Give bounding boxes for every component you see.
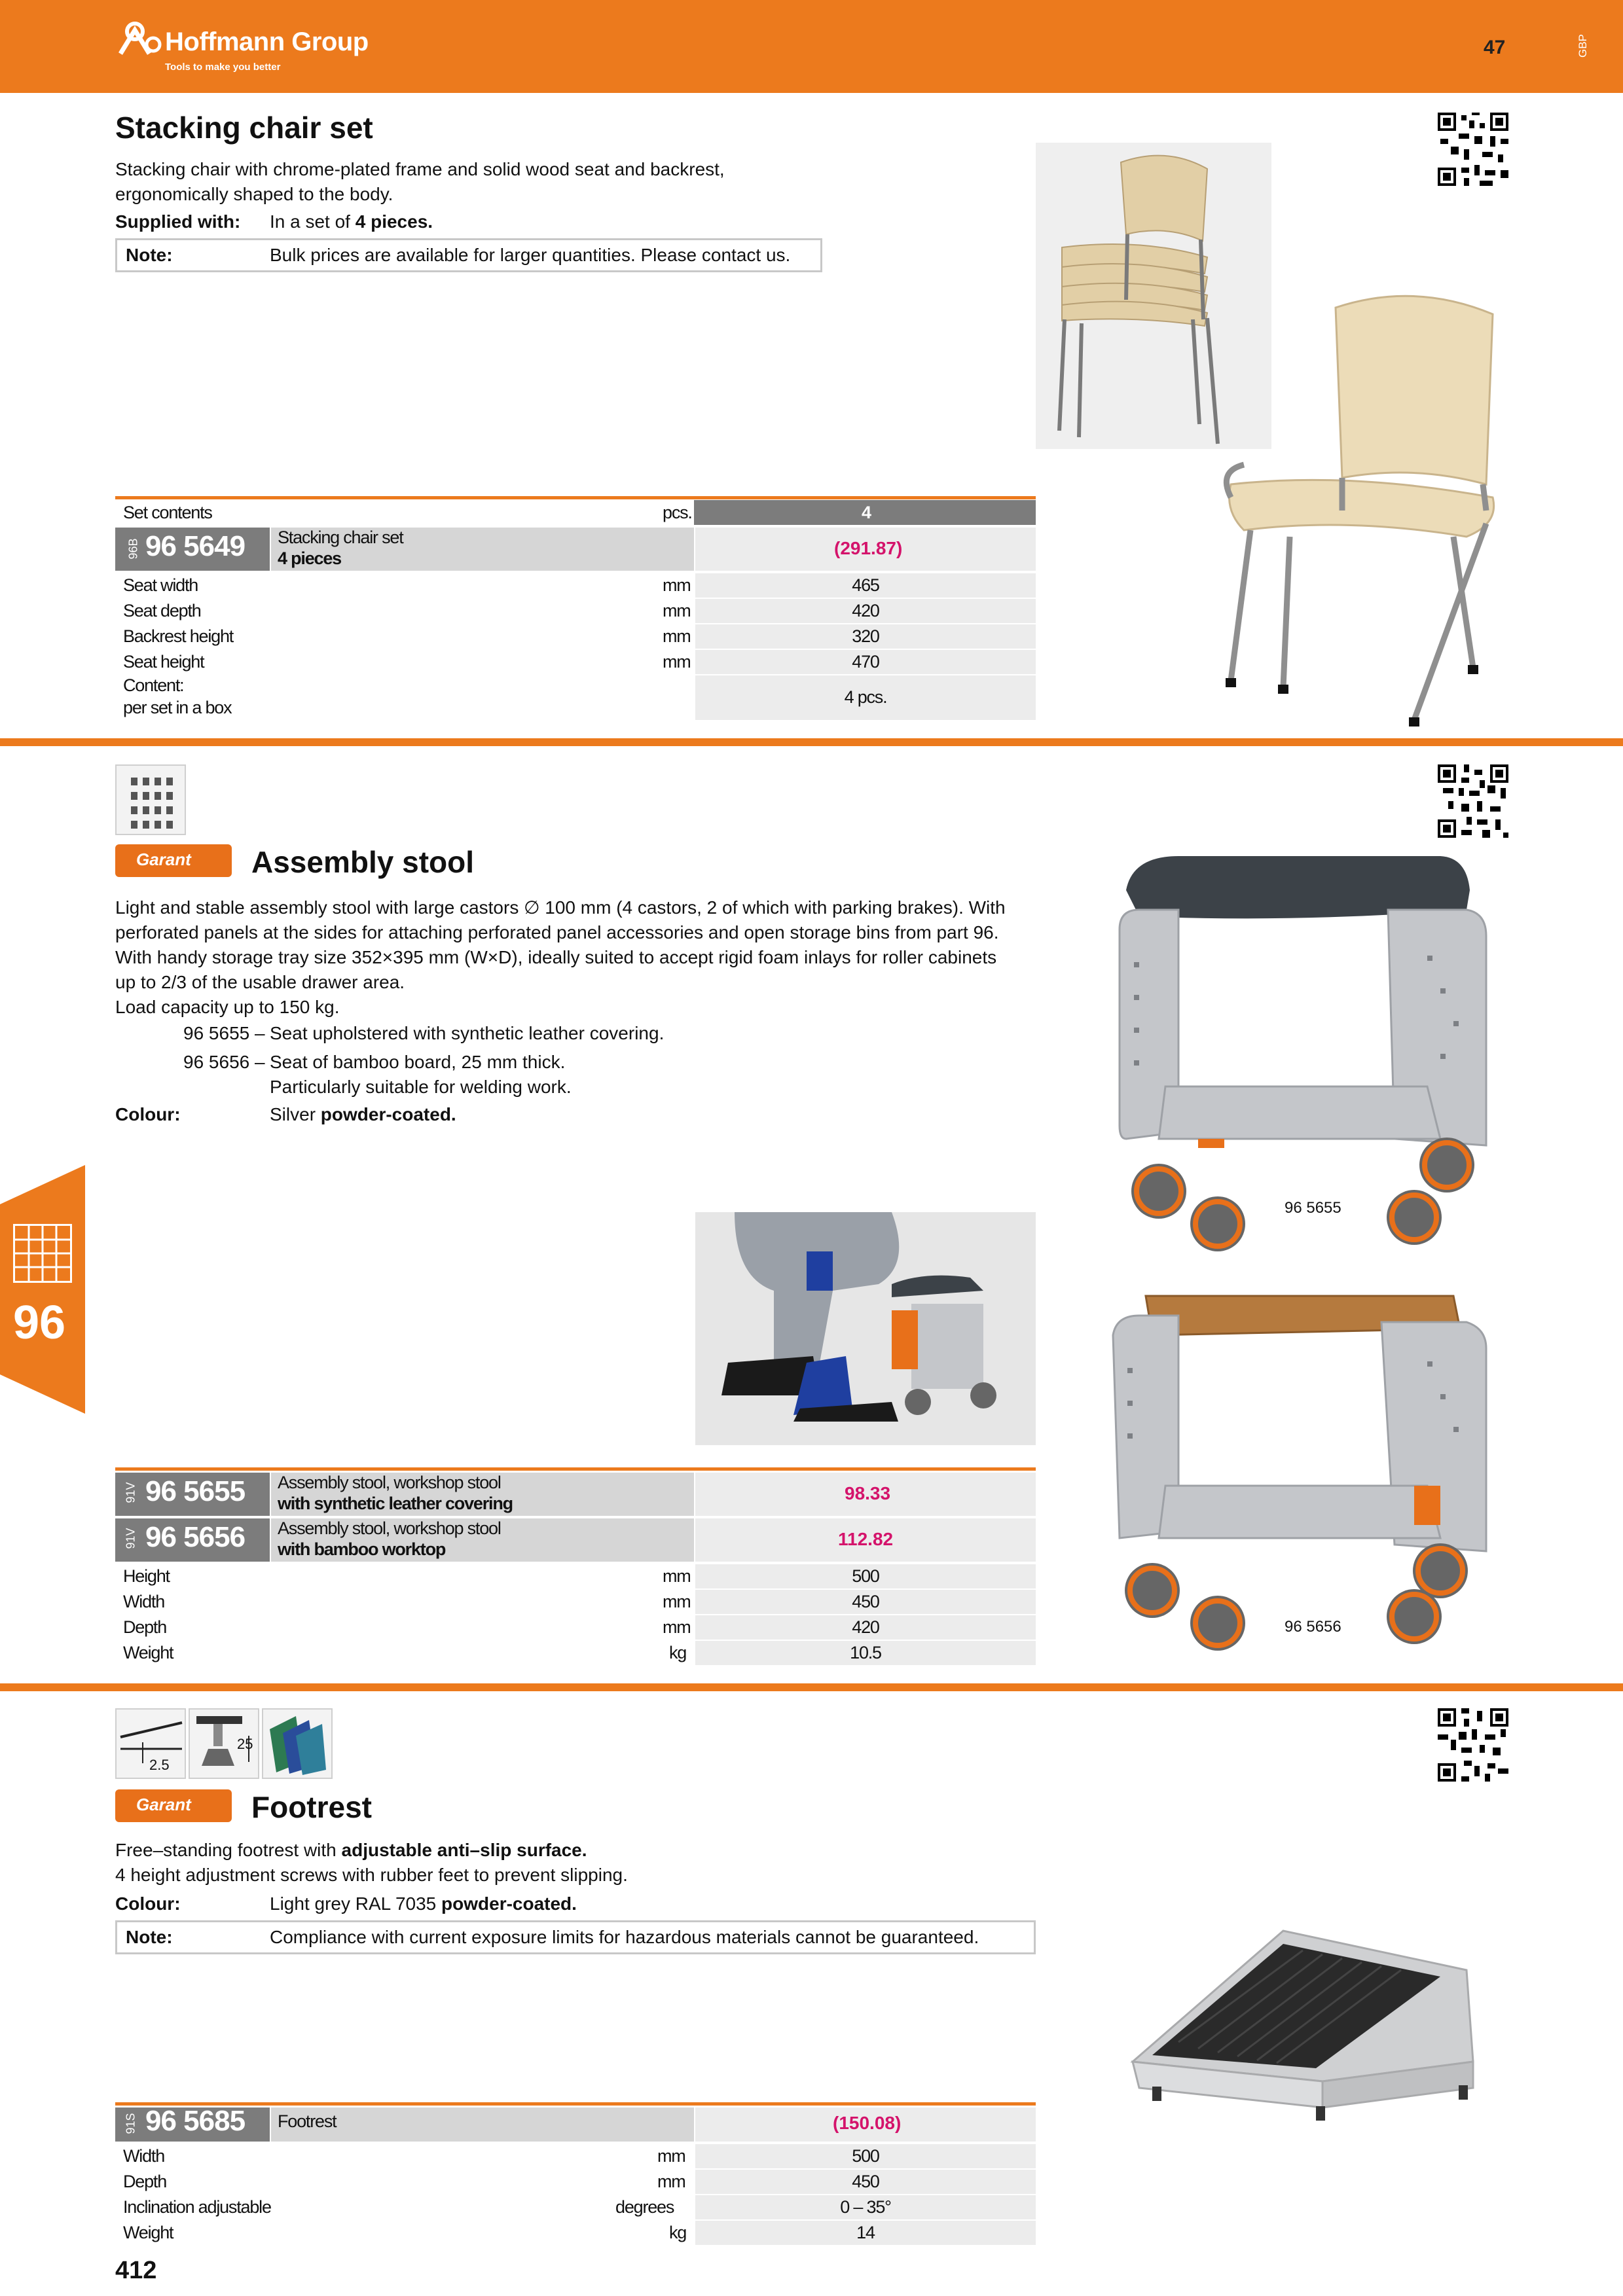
section-title-assembly-stool: Assembly stool <box>251 845 474 879</box>
spec-value: 500 <box>695 1564 1036 1588</box>
spec-row <box>115 1564 1036 1590</box>
caption-965655: 96 5655 <box>1285 1199 1341 1217</box>
single-chair-image <box>1218 288 1519 733</box>
content-label-2: per set in a box <box>123 698 232 717</box>
garant-brand-text: Garant <box>136 850 191 869</box>
set-contents-value: 4 <box>862 503 871 522</box>
article-prefix: 91S <box>124 2113 137 2134</box>
spec-label: Seat height <box>123 652 204 672</box>
assembly-desc-4: up to 2/3 of the usable drawer area. <box>115 972 405 992</box>
section-title-stacking-chair: Stacking chair set <box>115 111 373 145</box>
table3-top-border <box>115 2102 1036 2106</box>
table2-top-border <box>115 1467 1036 1471</box>
spec-row <box>115 1641 1036 1666</box>
article-desc-1: Assembly stool, workshop stool <box>278 1518 501 1538</box>
spec-label: Backrest height <box>123 626 234 646</box>
assembly-desc-2: perforated panels at the sides for attaching perforated panel accessories and open storage bins from part 96. <box>115 922 999 942</box>
spec-label: Width <box>123 2146 165 2166</box>
table1-top-border <box>115 496 1036 499</box>
article-prefix: 91V <box>124 1528 137 1549</box>
spec-value: 10.5 <box>695 1641 1036 1665</box>
article-price: 98.33 <box>845 1483 891 1503</box>
spec-row <box>115 599 1036 624</box>
spec-unit: mm <box>663 1566 691 1586</box>
assembly-stool-leather-image <box>1100 851 1506 1257</box>
article-prefix: 96B <box>126 538 140 560</box>
spec-row <box>115 1615 1036 1641</box>
colour-label: Colour: <box>115 1104 181 1124</box>
stacking-chair-desc-2: ergonomically shaped to the body. <box>115 184 393 204</box>
note-label: Note: <box>126 1927 173 1947</box>
spec-unit: mm <box>663 575 691 595</box>
spec-label: Seat width <box>123 575 198 595</box>
set-contents-label: Set contents <box>123 503 212 522</box>
inclination-icon <box>115 1708 186 1779</box>
spec-value: 420 <box>695 599 1036 623</box>
spec-label: Inclination adjustable <box>123 2197 271 2217</box>
spec-unit: mm <box>663 1617 691 1637</box>
spec-label: Height <box>123 1566 170 1586</box>
spec-value: 0 – 35° <box>695 2195 1036 2219</box>
spec-label: Width <box>123 1592 165 1611</box>
variant2-text-1: Seat of bamboo board, 25 mm thick. <box>270 1052 566 1072</box>
spec-value: 500 <box>695 2144 1036 2168</box>
article-desc-2: with synthetic leather covering <box>278 1494 513 1513</box>
footrest-image <box>1126 1911 1493 2147</box>
spec-label: Weight <box>123 1643 173 1662</box>
spec-value: 450 <box>695 2170 1036 2194</box>
variant1-number: 96 5655 – <box>183 1023 265 1043</box>
spec-unit: kg <box>669 2223 687 2242</box>
set-contents-unit: pcs. <box>663 503 692 522</box>
footer-page-number: 412 <box>115 2257 157 2284</box>
spec-unit: kg <box>669 1643 687 1662</box>
spec-table-assembly <box>115 1564 1036 1666</box>
spec-unit: mm <box>657 2172 685 2191</box>
article-desc: Footrest <box>278 2111 337 2131</box>
spec-row <box>115 1590 1036 1615</box>
spec-unit: mm <box>657 2146 685 2166</box>
spec-unit: degrees <box>615 2197 674 2217</box>
spec-unit: mm <box>663 652 691 672</box>
article-price: (291.87) <box>834 538 903 558</box>
spec-unit: mm <box>663 1592 691 1611</box>
spec-row <box>115 2221 1036 2246</box>
article-desc-1: Stacking chair set <box>278 528 403 547</box>
perforated-panel-icon <box>115 764 186 835</box>
spec-row <box>115 2144 1036 2170</box>
spec-value: 450 <box>695 1590 1036 1614</box>
section-title-footrest: Footrest <box>251 1790 372 1824</box>
spec-row <box>115 650 1036 675</box>
article-number: 96 5685 <box>145 2105 246 2137</box>
footrest-desc-1: Free–standing footrest with adjustable anti–slip surface. <box>115 1840 587 1860</box>
height-adjust-icon <box>189 1708 259 1779</box>
variant2-text-2: Particularly suitable for welding work. <box>270 1077 572 1097</box>
caption-965656: 96 5656 <box>1285 1618 1341 1636</box>
chapter-side-tab <box>0 1165 85 1414</box>
person-using-stool-photo <box>695 1212 1036 1445</box>
assembly-stool-bamboo-image <box>1100 1289 1506 1656</box>
article-price: (150.08) <box>833 2113 902 2133</box>
section-separator-1 <box>0 738 1623 746</box>
qr-code-icon <box>1438 764 1508 838</box>
spec-row <box>115 624 1036 650</box>
section-separator-2 <box>0 1683 1623 1691</box>
spec-value: 420 <box>695 1615 1036 1640</box>
currency-label: GBP <box>1577 34 1589 58</box>
spec-label: Seat depth <box>123 601 201 620</box>
note-text: Bulk prices are available for larger quantities. Please contact us. <box>270 245 791 265</box>
spec-value: 14 <box>695 2221 1036 2245</box>
colour-variants-icon <box>262 1708 333 1779</box>
spec-row <box>115 2170 1036 2195</box>
assembly-desc-1: Light and stable assembly stool with large castors ∅ 100 mm (4 castors, 2 of which with parking brakes). With <box>115 897 1006 918</box>
article-desc-2: with bamboo worktop <box>278 1539 446 1559</box>
colour-text: Light grey RAL 7035 powder-coated. <box>270 1893 577 1914</box>
spec-table-footrest <box>115 2144 1036 2246</box>
stacking-chair-desc-1: Stacking chair with chrome-plated frame and solid wood seat and backrest, <box>115 159 725 179</box>
supplied-text: In a set of 4 pieces. <box>270 211 433 232</box>
supplied-label: Supplied with: <box>115 211 241 232</box>
article-number: 96 5649 <box>145 530 246 562</box>
note-text: Compliance with current exposure limits for hazardous materials cannot be guaranteed. <box>270 1927 979 1947</box>
note-label: Note: <box>126 245 173 265</box>
spec-table-stacking <box>115 573 1036 721</box>
colour-label: Colour: <box>115 1893 181 1914</box>
spec-label: Depth <box>123 1617 167 1637</box>
spec-unit: mm <box>663 601 691 620</box>
brand-tagline: Tools to make you better <box>165 62 281 73</box>
footrest-desc-2: 4 height adjustment screws with rubber feet to prevent slipping. <box>115 1865 628 1885</box>
article-desc-2: 4 pieces <box>278 548 341 568</box>
spec-unit: mm <box>663 626 691 646</box>
content-value: 4 pcs. <box>695 675 1036 720</box>
qr-code-icon <box>1438 1708 1508 1782</box>
spec-value: 320 <box>695 624 1036 649</box>
content-label-1: Content: <box>123 675 184 695</box>
article-desc-1: Assembly stool, workshop stool <box>278 1473 501 1492</box>
chapter-grid-icon <box>13 1224 72 1283</box>
variant2-number: 96 5656 – <box>183 1052 265 1072</box>
height-adjust-icon-label: 25 <box>237 1736 253 1752</box>
colour-text: Silver powder-coated. <box>270 1104 456 1124</box>
hoffmann-logo-icon <box>115 17 168 56</box>
variant1-text: Seat upholstered with synthetic leather covering. <box>270 1023 665 1043</box>
chapter-number: 96 <box>13 1297 66 1349</box>
spec-label: Weight <box>123 2223 173 2242</box>
inclination-icon-label: 2.5 <box>149 1757 170 1773</box>
qr-code-icon <box>1438 113 1508 186</box>
spec-row <box>115 2195 1036 2221</box>
article-number: 96 5655 <box>145 1475 246 1507</box>
header-page-number: 47 <box>1484 37 1506 58</box>
brand-name: Hoffmann Group <box>165 27 369 56</box>
spec-value: 470 <box>695 650 1036 674</box>
garant-brand-text: Garant <box>136 1795 191 1814</box>
spec-value: 465 <box>695 573 1036 598</box>
article-price: 112.82 <box>838 1529 894 1549</box>
spec-label: Depth <box>123 2172 167 2191</box>
spec-row-content <box>115 675 1036 721</box>
assembly-desc-5: Load capacity up to 150 kg. <box>115 997 340 1017</box>
article-prefix: 91V <box>124 1482 137 1503</box>
assembly-desc-3: With handy storage tray size 352×395 mm (W×D), ideally suited to accept rigid foam inlays for roller cabinets <box>115 947 997 967</box>
spec-row <box>115 573 1036 599</box>
article-number: 96 5656 <box>145 1521 246 1553</box>
